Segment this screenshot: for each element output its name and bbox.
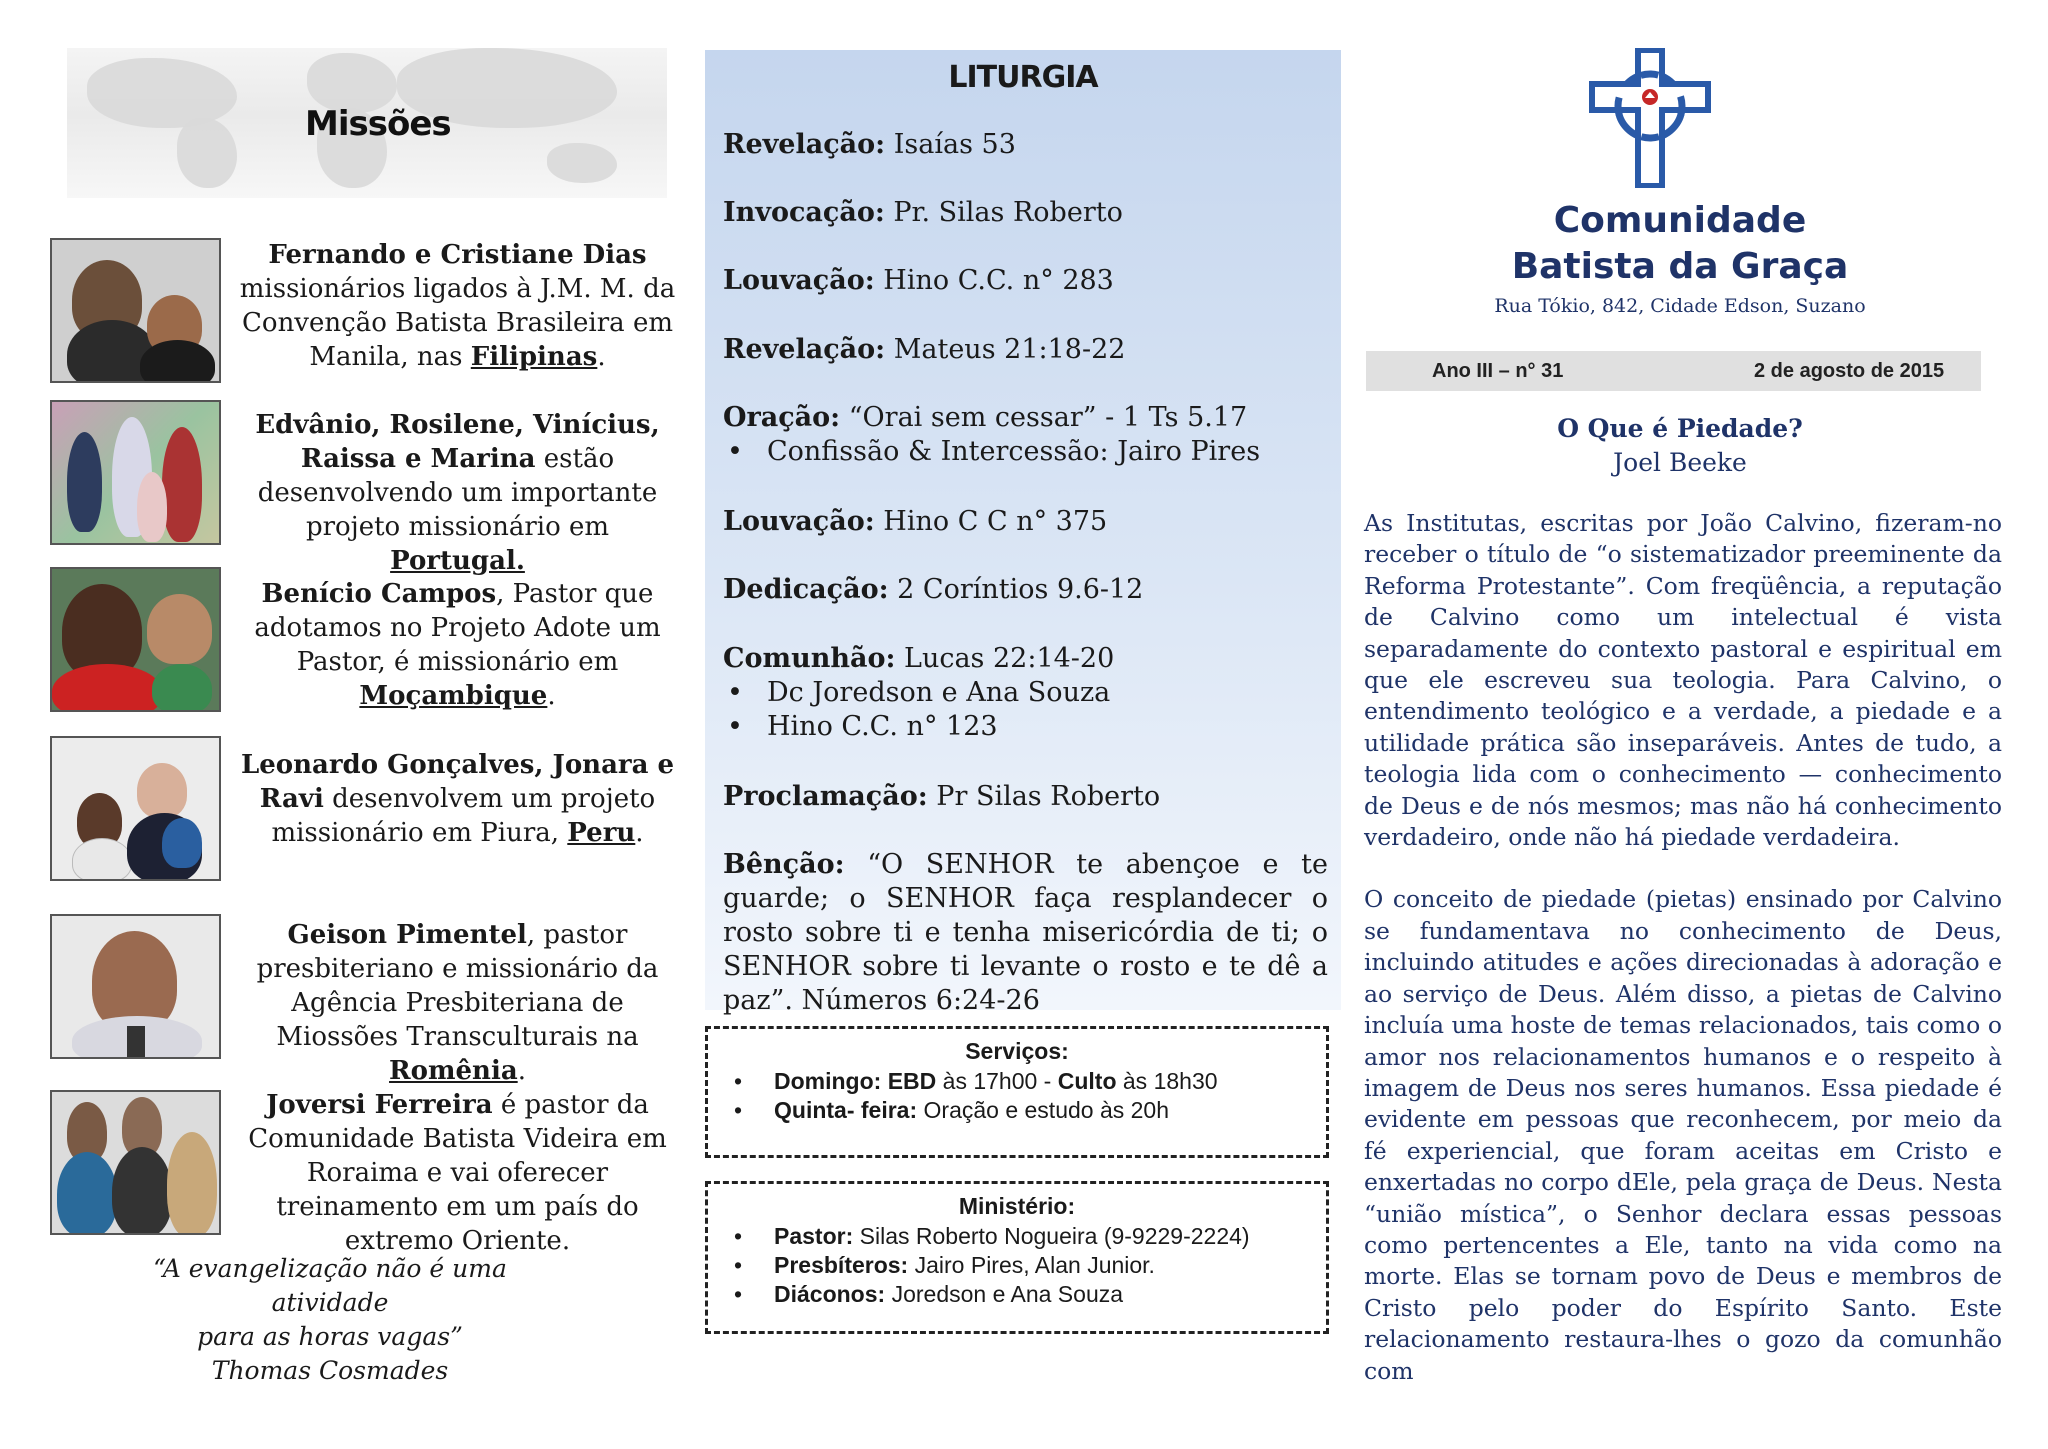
- missionary-photo: [50, 567, 221, 712]
- mission-country: Peru: [567, 818, 636, 848]
- liturgy-bullet: • Hino C.C. n° 123: [723, 710, 1328, 744]
- missionary-name: Fernando e Cristiane Dias: [268, 240, 647, 270]
- ministry-people: Joredson e Ana Souza: [885, 1281, 1124, 1307]
- service-day: Domingo: EBD: [774, 1068, 937, 1094]
- mission-text: [235, 918, 680, 1088]
- punctuation: .: [517, 1056, 526, 1086]
- liturgy-item: [723, 128, 1328, 162]
- mission-description: missionários ligados à J.M. M. da Convenção Batista Brasileira em Manila, nas: [239, 274, 676, 372]
- mission-text: [235, 238, 680, 374]
- service-name: Culto: [1057, 1068, 1117, 1094]
- church-name-line: Batista da Graça: [1511, 246, 1849, 287]
- article-title: O Que é Piedade?: [1557, 414, 1803, 443]
- liturgy-label: Proclamação:: [723, 781, 928, 812]
- article-body: [1364, 508, 2002, 1418]
- liturgy-label: Bênção:: [723, 849, 845, 880]
- liturgy-item: [723, 196, 1328, 230]
- liturgy-bullets: [723, 435, 1328, 469]
- mission-text: [235, 408, 680, 578]
- ministry-item: [718, 1280, 1316, 1309]
- liturgy-item: [723, 505, 1328, 539]
- mission-description: estão desenvolvendo um importante projeto missionário em: [257, 444, 658, 542]
- liturgy-value: Pr. Silas Roberto: [884, 197, 1123, 228]
- ministry-item: [718, 1222, 1316, 1251]
- church-name: [1360, 198, 2000, 290]
- liturgy-item: [723, 333, 1328, 367]
- missionary-name: Edvânio, Rosilene, Vinícius, Raissa e Marina: [255, 410, 660, 474]
- ministry-people: Jairo Pires, Alan Junior.: [908, 1252, 1155, 1278]
- service-day: Quinta- feira:: [774, 1097, 918, 1123]
- missionary-photo: [50, 400, 221, 545]
- liturgy-label: Invocação:: [723, 197, 885, 228]
- liturgy-item: [723, 780, 1328, 814]
- missionary-name: Benício Campos: [261, 579, 497, 609]
- liturgy-value: Isaías 53: [885, 129, 1016, 160]
- services-item: [718, 1067, 1316, 1096]
- church-name-line: Comunidade: [1553, 200, 1807, 241]
- missionary-photo: [50, 1090, 221, 1235]
- service-time: às 18h30: [1116, 1068, 1218, 1094]
- services-title: Serviços:: [965, 1038, 1069, 1064]
- mission-country: Romênia: [389, 1056, 518, 1086]
- mission-description: , Pastor que adotamos no Projeto Adote um Pastor, é missionário em: [254, 579, 661, 677]
- mission-text: [235, 748, 680, 850]
- quote-line: para as horas vagas”: [197, 1322, 463, 1351]
- mission-description: , pastor presbiteriano e missionário da Agência Presbiteriana de Miossões Transculturais na: [256, 920, 659, 1052]
- liturgy-item: [723, 264, 1328, 298]
- missionary-name: Joversi Ferreira: [266, 1090, 493, 1120]
- mission-text: [235, 577, 680, 713]
- services-box: [705, 1026, 1329, 1158]
- liturgy-label: Revelação:: [723, 129, 886, 160]
- liturgy-value: “Orai sem cessar” - 1 Ts 5.17: [840, 402, 1248, 433]
- liturgy-bullet: • Dc Joredson e Ana Souza: [723, 676, 1328, 710]
- mission-country: Moçambique: [359, 681, 548, 711]
- liturgy-label: Louvação:: [723, 506, 875, 537]
- punctuation: .: [547, 681, 556, 711]
- services-item: [718, 1096, 1316, 1125]
- issue-number: Ano III – n° 31: [1432, 360, 1564, 382]
- service-time: Oração e estudo às 20h: [917, 1097, 1170, 1123]
- liturgy-label: Comunhão:: [723, 643, 896, 674]
- missionary-photo: [50, 914, 221, 1059]
- punctuation: .: [597, 342, 606, 372]
- ministry-box: [705, 1181, 1329, 1334]
- service-time: às 17h00 -: [936, 1068, 1058, 1094]
- liturgy-item: [723, 573, 1328, 607]
- liturgy-value: Hino C C n° 375: [874, 506, 1108, 537]
- ministry-people: Silas Roberto Nogueira (9-9229-2224): [853, 1223, 1250, 1249]
- liturgy-value: Pr Silas Roberto: [927, 781, 1161, 812]
- missions-title: Missões: [305, 104, 451, 144]
- mission-text: [235, 1088, 680, 1258]
- liturgy-label: Oração:: [723, 402, 841, 433]
- article-paragraph: As Institutas, escritas por João Calvino, fizeram-no receber o título de “o sistematizador preeminente da Reforma Protestante”. Com freqüência, a reputação de Calvino como um intelectual é vista separadamente do contexto pastoral e espiritual em que ele escreveu sua teologia. Para Calvino, o entendimento teológico e a verdade, a piedade e a utilidade prática são inseparáveis. Antes de tudo, a teologia lida com o conhecimento — conhecimento de Deus e de nós mesmos; mas não há conhecimento verdadeiro, onde não há piedade verdadeira.: [1364, 509, 2002, 852]
- quote-author: Thomas Cosmades: [211, 1356, 449, 1385]
- liturgy-bullets: [723, 676, 1328, 744]
- liturgy-item: [723, 642, 1328, 744]
- liturgy-value: “O SENHOR te abençoe e te guarde; o SENHOR faça resplandecer o rosto sobre ti e tenha misericórdia de ti; o SENHOR sobre ti levante o rosto e te dê a paz”. Números 6:24-26: [723, 849, 1328, 1016]
- missions-column: [40, 48, 700, 1408]
- liturgy-value: Mateus 21:18-22: [885, 334, 1126, 365]
- article-paragraph: O conceito de piedade (pietas) ensinado por Calvino se fundamentava no conhecimento de Deus, incluindo atitudes e ações direcionadas à adoração e ao serviço de Deus. Além disso, a pietas de Calvino incluía uma hoste de temas relacionados, tais como o amor nos relacionamentos humanos e o respeito à imagem de Deus nos seres humanos. Essa piedade é evidente em pessoas que reconhecem, por meio da fé experiencial, que foram aceitas em Cristo e enxertadas no corpo dEle, pela graça de Deus. Nesta “união mística”, o Senhor declara essas pessoas como pertencentes a Ele, tanto na vida como na morte. Elas se tornam povo de Deus e membros de Cristo pelo poder do Espírito Santo. Este relacionamento restaura-lhes o gozo da comunhão com: [1364, 885, 2002, 1385]
- church-cross-logo: [1588, 48, 1714, 188]
- quote-line: “A evangelização não é uma atividade: [153, 1254, 507, 1317]
- liturgy-title: LITURGIA: [948, 60, 1098, 95]
- mission-description: é pastor da Comunidade Batista Videira em Roraima e vai oferecer treinamento em um país do extremo Oriente.: [248, 1090, 667, 1256]
- punctuation: .: [635, 818, 644, 848]
- liturgy-item-blessing: [723, 848, 1328, 1018]
- ministry-role: Diáconos:: [774, 1281, 886, 1307]
- article-author: Joel Beeke: [1613, 448, 1747, 477]
- mission-country: Portugal.: [390, 546, 525, 576]
- liturgy-panel: [705, 50, 1341, 1016]
- ministry-item: [718, 1251, 1316, 1280]
- missions-quote: [120, 1252, 540, 1388]
- ministry-role: Presbíteros:: [774, 1252, 909, 1278]
- liturgy-label: Dedicação:: [723, 574, 889, 605]
- missionary-photo: [50, 238, 221, 383]
- liturgy-label: Revelação:: [723, 334, 886, 365]
- missionary-name: Geison Pimentel: [287, 920, 527, 950]
- mission-description: desenvolvem um projeto missionário em Piura,: [271, 784, 656, 848]
- church-address: Rua Tókio, 842, Cidade Edson, Suzano: [1494, 295, 1866, 317]
- issue-date: 2 de agosto de 2015: [1754, 360, 1945, 382]
- ministry-title: Ministério:: [958, 1193, 1076, 1219]
- front-page-column: [1360, 40, 2000, 1400]
- missionary-photo: [50, 736, 221, 881]
- liturgy-item: [723, 401, 1328, 469]
- ministry-role: Pastor:: [774, 1223, 854, 1249]
- mission-country: Filipinas: [470, 342, 598, 372]
- liturgy-value: Hino C.C. n° 283: [874, 265, 1114, 296]
- liturgy-bullet: • Confissão & Intercessão: Jairo Pires: [723, 435, 1328, 469]
- missionary-name: Leonardo Gonçalves, Jonara e Ravi: [240, 750, 675, 814]
- issue-bar: [1366, 351, 1981, 391]
- liturgy-value: 2 Coríntios 9.6-12: [888, 574, 1144, 605]
- liturgy-value: Lucas 22:14-20: [895, 643, 1115, 674]
- liturgy-label: Louvação:: [723, 265, 875, 296]
